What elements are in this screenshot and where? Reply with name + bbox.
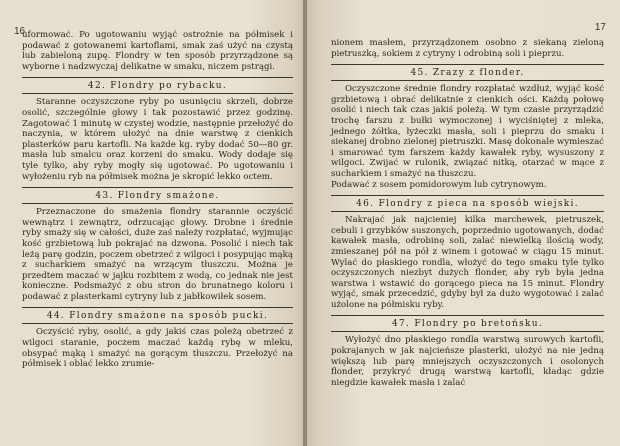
recipe-heading-44: 44. Flondry smażone na sposób pucki. xyxy=(22,311,293,324)
left-intro-text: uformować. Po ugotowaniu wyjąć ostrożnie na półmisek i podawać z gotowanemi kartoflami, smak zaś użyć na czystą lub zabieloną zupę. Flondry w ten sposób przyrządzone są wyborne i nadzwyczaj delikatne w smaku, niczem pstrągi. xyxy=(22,30,293,72)
page-number-left: 16 xyxy=(14,26,26,37)
recipe-heading-43: 43. Flondry smażone. xyxy=(22,191,293,204)
recipe-text-44: Oczyścić ryby, osolić, a gdy jakiś czas poleżą obetrzeć z wilgoci staranie, poczem maczać każdą rybę w mleku, obsypać mąką i smażyć na gorącym tłuszczu. Przełożyć na półmisek i oblać lekko zrumie- xyxy=(22,327,293,370)
section-rule xyxy=(331,195,604,196)
recipe-text-46: Nakrajać jak najcieniej kilka marchewek, pietruszek, cebuli i grzybków suszonych, poprzednio ugotowanych, dodać kawałek masła, odrobinę soli, zalać niewielką ilością wody, zmieszanej pół na pół z winem i gotować w ciągu 15 minut. Wylać do płaskiego rondla, włożyć do tego smaku tyle tylko oczyszczonych niezbyt dużych flonder, aby ryb była jedna warstwa i wstawić do gorącego pieca na 15 minut. Flondry wyjąć, smak przecedzić, gdyby był za dużo wygotować i zalać użolone na półmisku ryby. xyxy=(331,215,604,310)
recipe-heading-47: 47. Flondry po bretońsku. xyxy=(331,319,604,332)
book-gutter xyxy=(303,0,307,446)
right-page xyxy=(305,0,620,446)
section-rule xyxy=(331,64,604,65)
recipe-heading-45: 45. Zrazy z flonder. xyxy=(331,68,604,81)
page-number-right: 17 xyxy=(594,22,606,33)
section-rule xyxy=(22,307,293,308)
recipe-text-47: Wyłożyć dno płaskiego rondla warstwą surowych kartofli, pokrajanych w jak najcieńsze plasterki, ułożyć na nie jedną większą lub parę mniejszych oczyszczonych i osolonych flonder, przykryć drugą warstwą kartofli, kładąc gdzie niegdzie kawałek masła i zalać xyxy=(331,335,604,388)
recipe-heading-46: 46. Flondry z pieca na sposób wiejski. xyxy=(331,199,604,212)
section-rule xyxy=(22,187,293,188)
section-rule xyxy=(22,77,293,78)
left-page xyxy=(0,0,305,446)
right-intro-text: nionem masłem, przyrządzonem osobno z siekaną zieloną pietruszką, sokiem z cytryny i odrobiną soli i pieprzu. xyxy=(331,38,604,59)
section-rule xyxy=(331,315,604,316)
recipe-text-45: Oczyszczone średnie flondry rozpłatać wzdłuż, wyjąć kość grzbietową i obrać delikatnie z cienkich ości. Każdą połowę osolić i niech tak czas jakiś poleżą. W tym czasie przyrządzić trochę farszu z bułki wymoczonej i wyciśniętej z mleka, jednego żółtka, łyżeczki masła, soli i pieprzu do smaku i siekanej drobno zielonej pietruszki. Masę dokonale wymieszać i smarować tym farszem każdy kawałek ryby, wysuszony z wilgoci. Zwijać w rulonik, związać nitką, otarzać w mące z sucharkiem i smażyć na tłuszczu. Podawać z sosem pomidorowym lub cytrynowym. xyxy=(331,84,604,190)
recipe-text-42: Staranne oczyszczone ryby po usunięciu skrzeli, dobrze osolić, szczególnie głowy i tak pozostawić przez godzinę. Zagotować 1 minutę w czystej wodzie, następnie przełożyć do naczynia, w którem ułożyć na dnie warstwę z cienkich plasterków paru kartofli. Na każde kg. ryby dodać 50—80 gr. masła lub smalcu oraz korzeni do smaku. Wody dodaje się tyle tylko, aby ryby mogły się ugotować. Po ugotowaniu i wyłożeniu ryb na półmisek można je skropić lekko octem. xyxy=(22,97,293,182)
recipe-text-43: Przeznaczone do smażenia flondry starannie oczyścić wewnątrz i zewnątrz, odrzucając głowy. Drobne i średnie ryby smaży się w całości, duże zaś należy rozpłatać, wyjmując kość grzbietową lub pokrajać na dzwona. Posolić i niech tak leżą parę godzin, poczem obetrzeć z wilgoci i posypując mąką z sucharkiem smażyć na wrzącym tłuszczu. Można je przedtem maczać w jajku rozbitem z wodą, co jednak nie jest konieczne. Podsmażyć z obu stron do brunatnego koloru i podawać z plasterkami cytryny lub z jabłkowiłek sosem. xyxy=(22,207,293,302)
recipe-heading-42: 42. Flondry po rybacku. xyxy=(22,81,293,94)
